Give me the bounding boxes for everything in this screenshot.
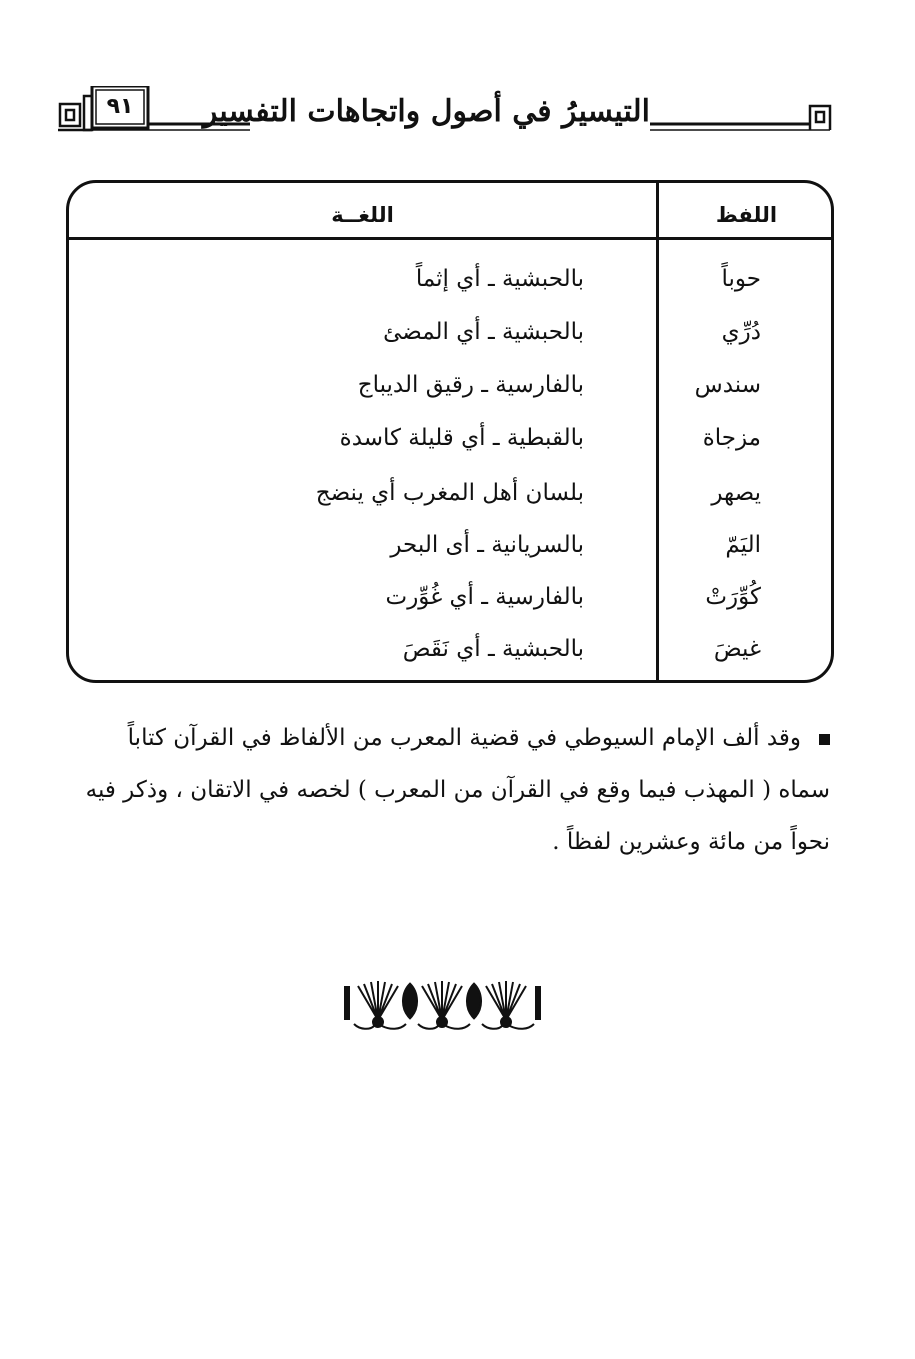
paragraph-line: سماه ( المهذب فيما وقع في القرآن من المعرب ) لخصه في الاتقان ، وذكر فيه — [85, 777, 830, 803]
language-cell: بالحبشية ـ أي المضئ — [383, 319, 584, 345]
language-cell: بالحبشية ـ أي نَقَصَ — [402, 636, 584, 662]
word-cell: اليَمّ — [725, 532, 761, 558]
table-row — [69, 467, 831, 519]
page-header — [58, 86, 840, 150]
table-row — [69, 519, 831, 571]
column-header-word: اللفظ — [715, 203, 778, 227]
word-cell: غيضَ — [713, 636, 761, 662]
word-cell: حوباً — [721, 266, 761, 292]
square-bullet-icon — [819, 734, 830, 745]
word-cell: سندس — [694, 372, 761, 398]
column-header-language: اللغــة — [331, 203, 394, 227]
word-cell: دُرِّي — [721, 319, 761, 345]
word-cell: مزجاة — [702, 425, 761, 451]
paragraph-line — [60, 712, 830, 764]
table-row — [69, 623, 831, 675]
word-cell: يصهر — [711, 480, 761, 506]
body-paragraph — [60, 712, 830, 868]
page-number: ٩١ — [106, 94, 134, 119]
table-row — [69, 306, 831, 358]
vocabulary-table — [66, 180, 834, 683]
running-title: التيسيرُ في أصول واتجاهات التفسير — [250, 90, 650, 134]
table-row — [69, 253, 831, 305]
word-cell: كُوِّرَتْ — [705, 584, 761, 610]
language-cell: بالقبطية ـ أي قليلة كاسدة — [339, 425, 584, 451]
language-cell: بالسريانية ـ أى البحر — [390, 532, 584, 558]
paragraph-line-text: وقد ألف الإمام السيوطي في قضية المعرب من الألفاظ في القرآن كتاباً — [127, 725, 801, 751]
language-cell: بلسان أهل المغرب أي ينضج — [315, 480, 584, 506]
table-row — [69, 412, 831, 464]
table-row — [69, 571, 831, 623]
language-cell: بالفارسية ـ أي غُوِّرت — [385, 584, 584, 610]
table-row — [69, 359, 831, 411]
paragraph-line: نحواً من مائة وعشرين لفظاً . — [552, 829, 830, 855]
language-cell: بالفارسية ـ رقيق الديباج — [357, 372, 584, 398]
header-divider — [69, 237, 831, 240]
floral-divider-icon — [340, 972, 545, 1034]
language-cell: بالحبشية ـ أي إثماً — [415, 266, 584, 292]
